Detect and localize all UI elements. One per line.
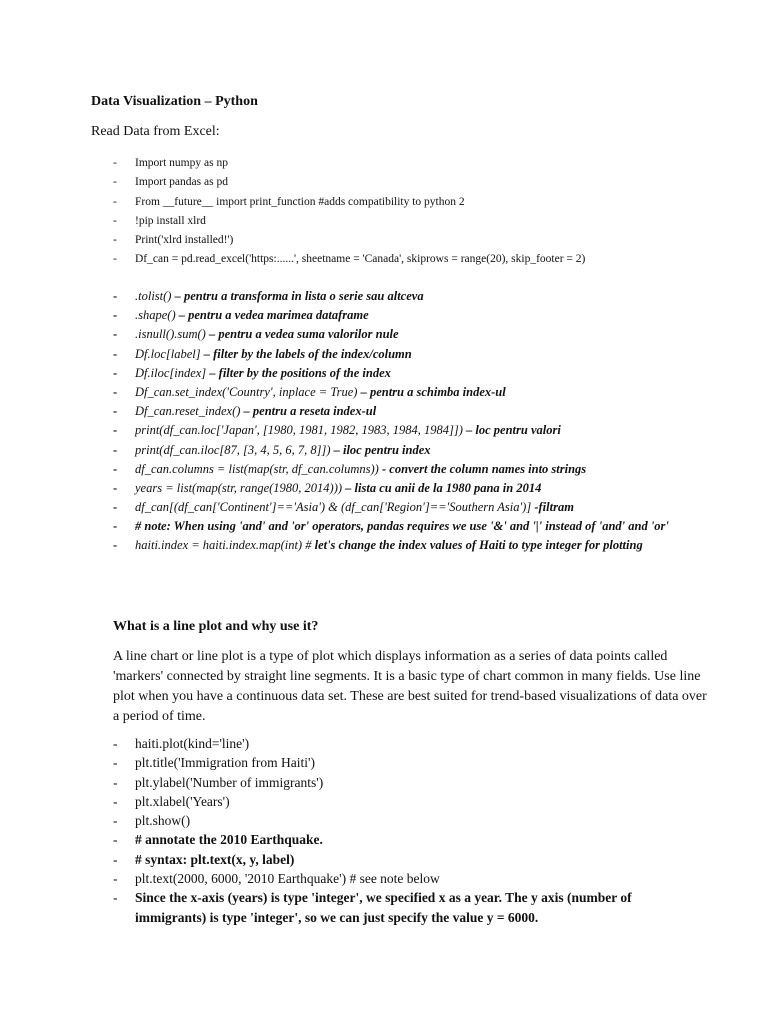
method-separator: – [342,480,355,495]
list-item [113,231,585,250]
list-item [113,154,585,173]
list-item [113,306,675,325]
list-item [113,421,675,440]
method-separator: - [378,461,390,476]
code-line: haiti.plot(kind='line') [135,736,250,751]
method-code: .tolist() [135,289,172,303]
list-item [113,869,695,888]
bullet-dash: - [113,890,118,906]
bullet-dash: - [113,404,118,419]
list-item [113,773,695,792]
method-description: lista cu anii de la 1980 pana in 2014 [354,480,542,495]
bullet-dash: - [113,500,118,515]
list-item [113,479,675,498]
list-item [113,441,675,460]
method-description: pentru a reseta index-ul [252,404,377,419]
method-code: .shape() [135,308,176,323]
method-description: pentru a vedea suma valorilor nule [218,327,399,342]
list-item [113,888,695,928]
bullet-dash: - [113,832,118,848]
list-item [113,792,695,811]
bullet-dash: - [113,176,117,189]
bullet-dash: - [113,442,118,457]
method-separator: – [175,308,189,323]
bullet-dash: - [113,365,118,380]
list-item [113,383,675,402]
code-line: Print('xlrd installed!') [135,234,234,247]
bullet-dash: - [113,461,118,476]
code-line: plt.title('Immigration from Haiti') [135,755,315,771]
bullet-dash: - [113,755,118,771]
import-list [113,154,585,270]
code-line: Import pandas as pd [135,176,228,189]
method-code: df_can.columns = list(map(str, df_can.columns)) [135,461,379,476]
bullet-dash: - [113,423,118,438]
code-line: !pip install xlrd [135,214,206,227]
bullet-dash: - [113,736,118,751]
section-paragraph: A line chart or line plot is a type of plot which displays information as a series of data points called 'markers' connected by straight line segments. It is a basic type of chart common in many fields. Use line plot when you have a continuous data set. These are best suited for trend-based visualizations of data over a period of time. [113,649,707,724]
list-item [113,850,695,869]
code-line: plt.ylabel('Number of immigrants') [135,774,324,790]
note-text: Since the x-axis (years) is type 'integer', we specified x as a year. The y axis (number of immigrants) is type 'integer', so we can just specify the value y = 6000. [135,890,632,926]
list-item [113,517,675,535]
list-item [113,402,675,421]
list-item [113,173,585,192]
note-text: # note: When using 'and' and 'or' operators, pandas requires we use '&' and '|' instead of 'and' and 'or' [135,519,669,534]
code-line: plt.show() [135,813,191,829]
method-separator: – [171,289,184,303]
method-code: years = list(map(str, range(1980, 2014))) [135,480,343,495]
list-item [113,345,675,364]
list-item [113,811,695,830]
method-separator: – [330,442,343,457]
method-code: print(df_can.iloc[87, [3, 4, 5, 6, 7, 8]]) [135,442,331,457]
method-code: .isnull().sum() [135,327,206,342]
bullet-dash: - [113,327,118,342]
list-item [113,212,585,231]
bullet-dash: - [113,253,117,266]
code-line: From __future__ import print_function #adds compatibility to python 2 [135,195,465,208]
method-separator: – [205,327,219,342]
bullet-dash: - [113,851,118,867]
method-description: loc pentru valori [475,423,561,438]
bullet-dash: - [113,480,118,495]
list-item [113,193,585,212]
bullet-dash: - [113,308,118,323]
bullet-dash: - [113,793,118,809]
method-description: convert the column names into strings [389,461,587,476]
method-description: filtram [538,500,574,515]
code-line: Df_can = pd.read_excel('https:......', sheetname = 'Canada', skiprows = range(20), skip_footer = 2) [135,253,586,266]
method-code: Df_can.reset_index() [135,404,241,419]
bullet-dash: - [113,195,117,208]
comment-line: # annotate the 2010 Earthquake. [135,832,323,848]
bullet-dash: - [113,871,118,887]
method-code: haiti.index = haiti.index.map(int) # [135,538,315,553]
method-code: Df.iloc[index] [135,365,207,380]
method-code: print(df_can.loc['Japan', [1980, 1981, 1982, 1983, 1984, 1984]]) [135,423,463,438]
comment-line: # syntax: plt.text(x, y, label) [135,851,295,867]
list-item [113,830,695,849]
method-separator: – [206,365,219,380]
method-description: pentru a transforma in lista o serie sau altceva [183,289,424,303]
method-description: pentru a vedea marimea dataframe [188,308,369,323]
list-item [113,498,675,517]
method-separator: – [240,404,253,419]
list-item [113,536,675,554]
code-line: Import numpy as np [135,157,228,169]
bullet-dash: - [113,813,118,829]
method-separator: – [200,346,214,361]
plot-list [113,734,695,928]
methods-list [113,287,675,555]
list-item [113,364,675,383]
method-description: iloc pentru index [342,442,431,457]
bullet-dash: - [113,289,118,303]
list-item [113,287,675,306]
list-item [113,325,675,344]
list-item [113,250,585,269]
bullet-dash: - [113,384,118,399]
bullet-dash: - [113,519,118,534]
section-heading: What is a line plot and why use it? [113,619,319,634]
method-separator: – [357,384,370,399]
method-description: pentru a schimba index-ul [369,384,506,399]
bullet-dash: - [113,774,118,790]
bullet-dash: - [113,214,117,227]
method-description: let's change the index values of Haiti to type integer for plotting [314,538,643,553]
document-title: Data Visualization – Python [91,94,258,109]
bullet-dash: - [113,234,117,247]
method-separator: – [462,423,476,438]
bullet-dash: - [113,346,118,361]
section-subtitle: Read Data from Excel: [91,124,220,139]
bullet-dash: - [113,538,118,553]
list-item [113,753,695,772]
method-code: Df_can.set_index('Country', inplace = True) [135,384,358,399]
bullet-dash: - [113,157,117,169]
code-line: plt.xlabel('Years') [135,793,230,809]
list-item [113,460,675,479]
list-item [113,734,695,753]
method-description: filter by the labels of the index/column [213,346,412,361]
method-code: df_can[(df_can['Continent']=='Asia') & (df_can['Region']=='Southern Asia')] [135,500,532,515]
method-description: filter by the positions of the index [218,365,391,380]
method-separator: - [531,500,539,515]
code-line: plt.text(2000, 6000, '2010 Earthquake') # see note below [135,871,440,887]
method-code: Df.loc[label] [135,346,201,361]
